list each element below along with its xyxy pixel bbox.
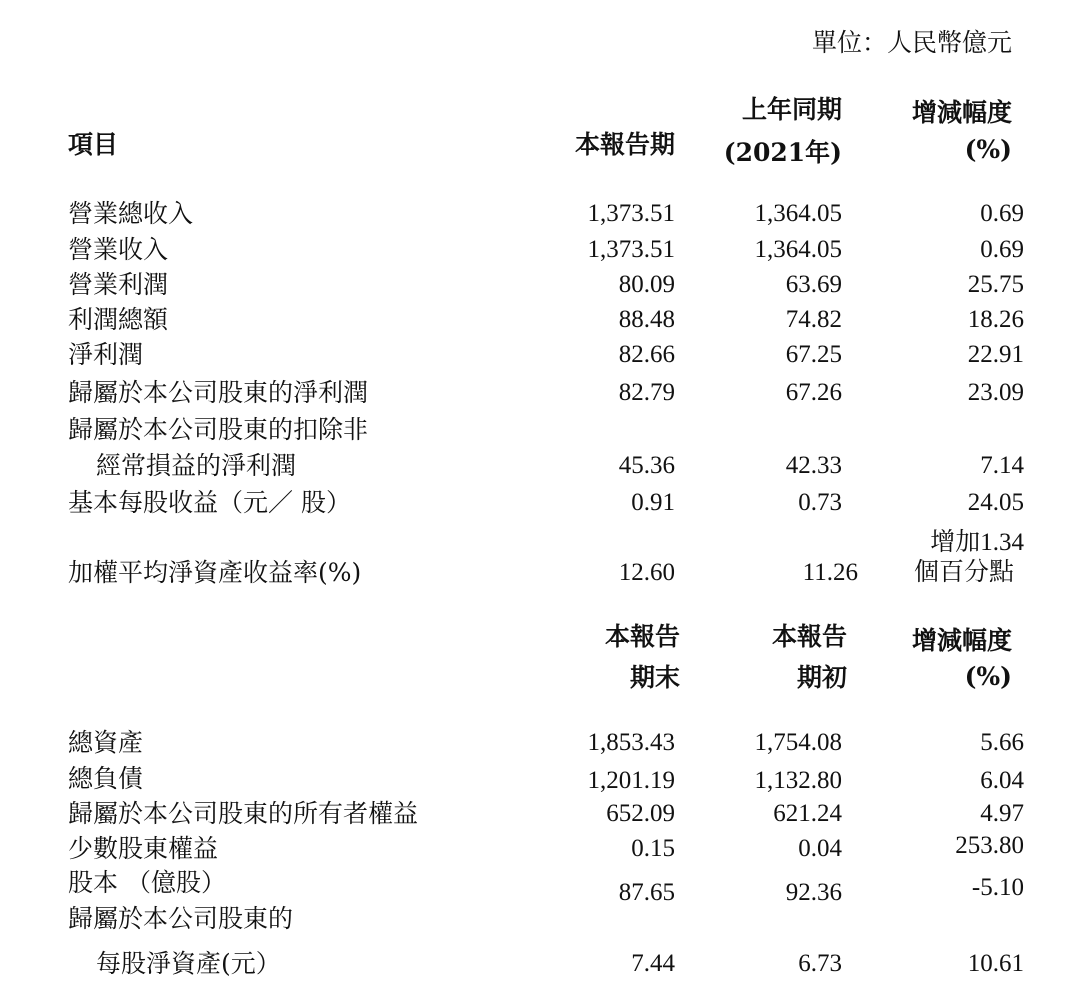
row-period-begin: 6.73 [798,950,842,977]
row-current: 1,373.51 [587,236,675,263]
row-current: 82.79 [618,379,675,406]
row-label: 營業總收入 [68,199,194,228]
row-period-end: 1,853.43 [587,729,675,756]
header-item: 項目 [68,130,119,159]
row-current: 80.09 [618,271,675,298]
row-period-begin: 1,754.08 [754,729,842,756]
row-period-end: 1,201.19 [587,767,675,794]
row-change: 6.04 [980,767,1024,794]
row-label: 歸屬於本公司股東的扣除非 [68,415,369,444]
row-prior: 11.26 [802,559,858,586]
row-change: 0.69 [980,200,1024,227]
header-change-line2: (%) [964,135,1012,164]
header-period-begin-line1: 本報告 [771,622,847,651]
row-label: 歸屬於本公司股東的淨利潤 [68,378,369,407]
row-period-end: 652.09 [606,800,675,827]
row-label-continued: 經常損益的淨利潤 [96,451,297,480]
row-prior: 0.73 [798,489,842,516]
header-prior-period-line1: 上年同期 [741,95,842,124]
header2-change-line2: (%) [964,662,1012,691]
row-prior: 67.25 [785,341,842,368]
row-change-continued: 個百分點 [913,559,1014,586]
row-label: 歸屬於本公司股東的所有者權益 [68,799,419,828]
row-change: 22.91 [967,341,1024,368]
row-change: 0.69 [980,236,1024,263]
header-period-begin-line2: 期初 [796,663,847,692]
header-period-end-line1: 本報告 [604,622,680,651]
row-label: 基本每股收益（元／ 股） [68,488,351,517]
header-period-end-line2: 期末 [629,663,680,692]
row-prior: 1,364.05 [754,200,842,227]
row-prior: 74.82 [785,306,842,333]
row-period-begin: 0.04 [798,835,842,862]
row-period-begin: 1,132.80 [754,767,842,794]
row-change: 18.26 [967,306,1024,333]
row-period-end: 0.15 [631,835,675,862]
row-label: 利潤總額 [68,305,169,334]
row-current: 0.91 [631,489,675,516]
row-change: -5.10 [971,874,1024,901]
row-current: 12.60 [618,559,675,586]
row-change: 10.61 [967,950,1024,977]
row-current: 82.66 [618,341,675,368]
row-label: 總負債 [68,764,144,793]
row-change: 5.66 [980,729,1024,756]
row-label: 營業收入 [68,235,169,264]
row-prior: 42.33 [785,452,842,479]
row-change: 24.05 [967,489,1024,516]
row-change: 4.97 [980,800,1024,827]
row-change: 25.75 [967,271,1024,298]
row-label: 淨利潤 [68,340,144,369]
row-prior: 1,364.05 [754,236,842,263]
row-label: 歸屬於本公司股東的 [68,904,294,933]
row-label: 總資產 [68,728,144,757]
row-prior: 63.69 [785,271,842,298]
row-label: 少數股東權益 [68,834,219,863]
header-current-period: 本報告期 [574,130,675,159]
header2-change-line1: 增減幅度 [911,626,1012,655]
row-change: 23.09 [967,379,1024,406]
row-period-end: 7.44 [631,950,675,977]
row-label: 營業利潤 [68,270,169,299]
row-current: 88.48 [618,306,675,333]
row-current: 1,373.51 [587,200,675,227]
row-label-continued: 每股淨資產(元） [96,949,281,978]
unit-label: 單位：人民幣億元 [811,28,1012,57]
row-period-end: 87.65 [618,879,675,906]
row-prior: 67.26 [785,379,842,406]
header-prior-period-line2: (2021年) [723,138,842,167]
row-change: 增加1.34 [930,529,1024,556]
row-period-begin: 92.36 [785,879,842,906]
header-change-line1: 增減幅度 [911,98,1012,127]
row-change: 7.14 [980,452,1024,479]
row-period-begin: 621.24 [773,800,842,827]
row-change: 253.80 [955,832,1024,859]
row-label: 股本 （億股） [68,868,226,897]
row-label: 加權平均淨資產收益率(%) [68,558,362,587]
row-current: 45.36 [618,452,675,479]
